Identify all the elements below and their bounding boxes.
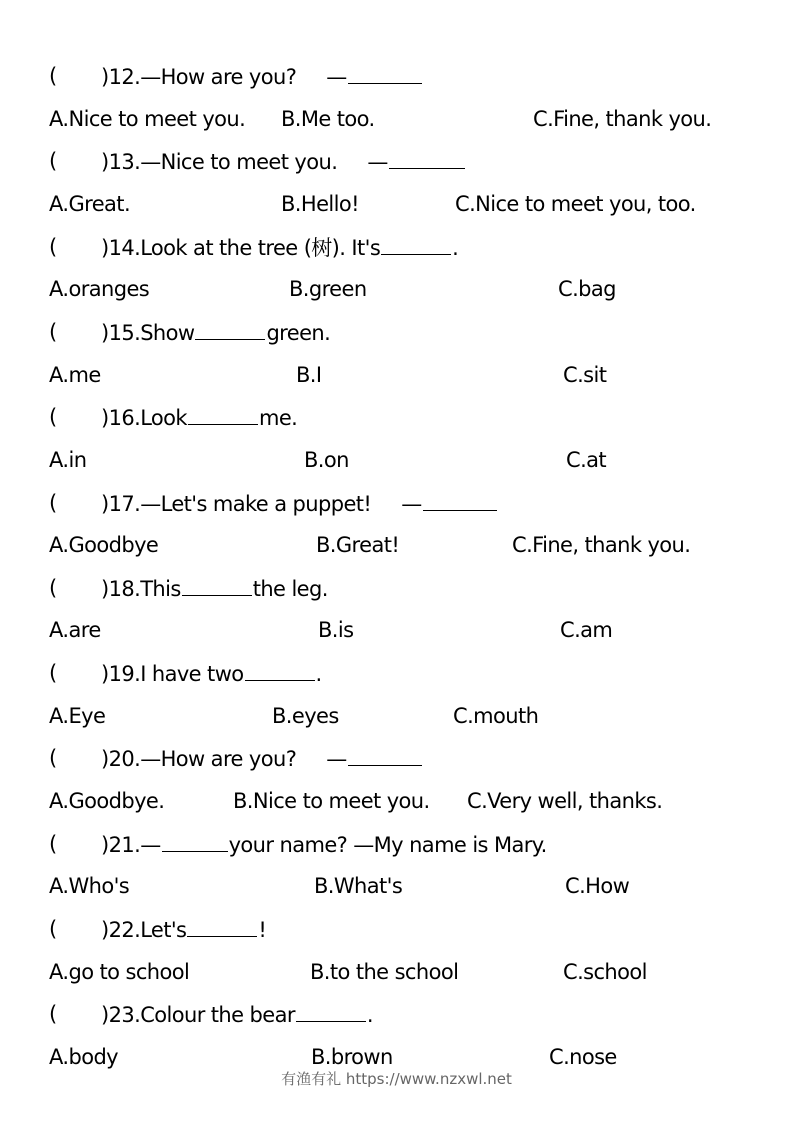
- question-text-after-blank: .: [315, 662, 322, 687]
- option-a: A.Nice to meet you.: [49, 106, 246, 131]
- option-b: B.Nice to meet you.: [233, 789, 430, 813]
- question-stem: [101, 146, 466, 177]
- answer-dash: —: [326, 747, 347, 772]
- answer-paren-open: (: [49, 490, 57, 515]
- question-text: )13.—Nice to meet you.: [101, 150, 338, 175]
- question-text: )16.Look: [101, 406, 187, 431]
- option-a: A.Goodbye.: [49, 789, 165, 813]
- answer-blank[interactable]: [348, 743, 422, 766]
- option-a: A.body: [49, 1044, 119, 1069]
- answer-paren-open: (: [49, 1002, 57, 1027]
- question-text-after-blank: the leg.: [252, 576, 328, 601]
- option-b: B.eyes: [272, 703, 339, 728]
- option-c: C.Nice to meet you, too.: [455, 191, 696, 216]
- question-text: )12.—How are you?: [101, 65, 297, 89]
- answer-paren-open: (: [49, 64, 57, 88]
- question-stem: [101, 658, 322, 689]
- option-c: C.bag: [558, 277, 616, 302]
- option-c: C.How: [565, 874, 630, 899]
- answer-blank[interactable]: [162, 829, 228, 852]
- question-text-after-blank: .: [366, 1003, 373, 1028]
- question-text: )20.—How are you?: [101, 747, 297, 772]
- answer-dash: —: [367, 150, 388, 175]
- answer-paren-open: (: [49, 234, 57, 259]
- option-c: C.mouth: [453, 703, 539, 728]
- answer-blank[interactable]: [182, 573, 252, 596]
- option-b: B.What's: [314, 874, 403, 899]
- option-b: B.brown: [311, 1044, 393, 1069]
- answer-paren-open: (: [49, 661, 57, 686]
- question-text-after-blank: !: [258, 918, 267, 942]
- option-c: C.Very well, thanks.: [467, 789, 663, 813]
- option-a: A.Great.: [49, 191, 131, 216]
- question-stem: [101, 232, 458, 263]
- question-text-after-blank: your name? —My name is Mary.: [228, 832, 547, 857]
- option-c: C.school: [563, 959, 647, 984]
- question-stem: [101, 488, 498, 519]
- answer-blank[interactable]: [423, 488, 497, 511]
- question-text-after-blank: .: [452, 235, 459, 260]
- answer-paren-open: (: [49, 831, 57, 856]
- question-text: )19.I have two: [101, 662, 244, 687]
- option-a: A.go to school: [49, 959, 190, 984]
- answer-paren-open: (: [49, 575, 57, 600]
- answer-paren-open: (: [49, 405, 57, 430]
- option-c: C.am: [560, 618, 613, 643]
- option-a: A.oranges: [49, 277, 150, 302]
- question-text-after-blank: me.: [258, 406, 298, 431]
- option-b: B.Hello!: [281, 191, 359, 216]
- question-text-after-blank: green.: [266, 320, 331, 345]
- question-stem: [101, 61, 423, 92]
- option-a: A.me: [49, 362, 101, 387]
- option-b: B.is: [318, 618, 354, 643]
- question-text: )14.Look at the tree (树). It's: [101, 235, 381, 260]
- option-c: C.Fine, thank you.: [533, 106, 712, 131]
- question-stem: [101, 317, 330, 348]
- option-b: B.green: [289, 277, 367, 302]
- option-b: B.to the school: [310, 959, 459, 984]
- option-b: B.I: [296, 362, 322, 387]
- question-text: )15.Show: [101, 320, 195, 345]
- option-a: A.in: [49, 447, 87, 472]
- answer-blank[interactable]: [348, 61, 422, 84]
- answer-blank[interactable]: [245, 658, 315, 681]
- question-stem: [101, 402, 297, 433]
- answer-dash: —: [401, 491, 422, 516]
- option-b: B.on: [304, 447, 349, 472]
- option-a: A.Who's: [49, 874, 130, 899]
- option-c: C.at: [566, 447, 607, 472]
- answer-blank[interactable]: [389, 146, 465, 169]
- question-text: )23.Colour the bear: [101, 1003, 295, 1028]
- answer-dash: —: [326, 65, 347, 89]
- question-stem: [101, 999, 373, 1030]
- question-text: )18.This: [101, 576, 181, 601]
- option-a: A.Goodbye: [49, 533, 159, 558]
- question-text: )17.—Let's make a puppet!: [101, 491, 372, 516]
- question-text: )21.—: [101, 832, 161, 857]
- option-a: A.Eye: [49, 703, 106, 728]
- option-c: C.sit: [563, 362, 607, 387]
- question-text: )22.Let's: [101, 918, 187, 942]
- question-stem: [101, 743, 423, 774]
- answer-paren-open: (: [49, 149, 57, 174]
- question-stem: [101, 573, 328, 604]
- option-a: A.are: [49, 618, 101, 643]
- answer-blank[interactable]: [296, 999, 366, 1022]
- option-b: B.Great!: [316, 533, 400, 558]
- question-stem: [101, 914, 266, 945]
- answer-blank[interactable]: [381, 232, 451, 255]
- answer-blank[interactable]: [195, 317, 265, 340]
- answer-paren-open: (: [49, 746, 57, 771]
- option-c: C.Fine, thank you.: [512, 533, 691, 558]
- page-footer-watermark: 有渔有礼 https://www.nzxwl.net: [281, 1070, 512, 1088]
- question-stem: [101, 829, 547, 860]
- answer-blank[interactable]: [187, 914, 257, 937]
- answer-paren-open: (: [49, 917, 57, 941]
- option-b: B.Me too.: [281, 106, 375, 131]
- answer-blank[interactable]: [188, 402, 258, 425]
- option-c: C.nose: [549, 1044, 617, 1069]
- answer-paren-open: (: [49, 319, 57, 344]
